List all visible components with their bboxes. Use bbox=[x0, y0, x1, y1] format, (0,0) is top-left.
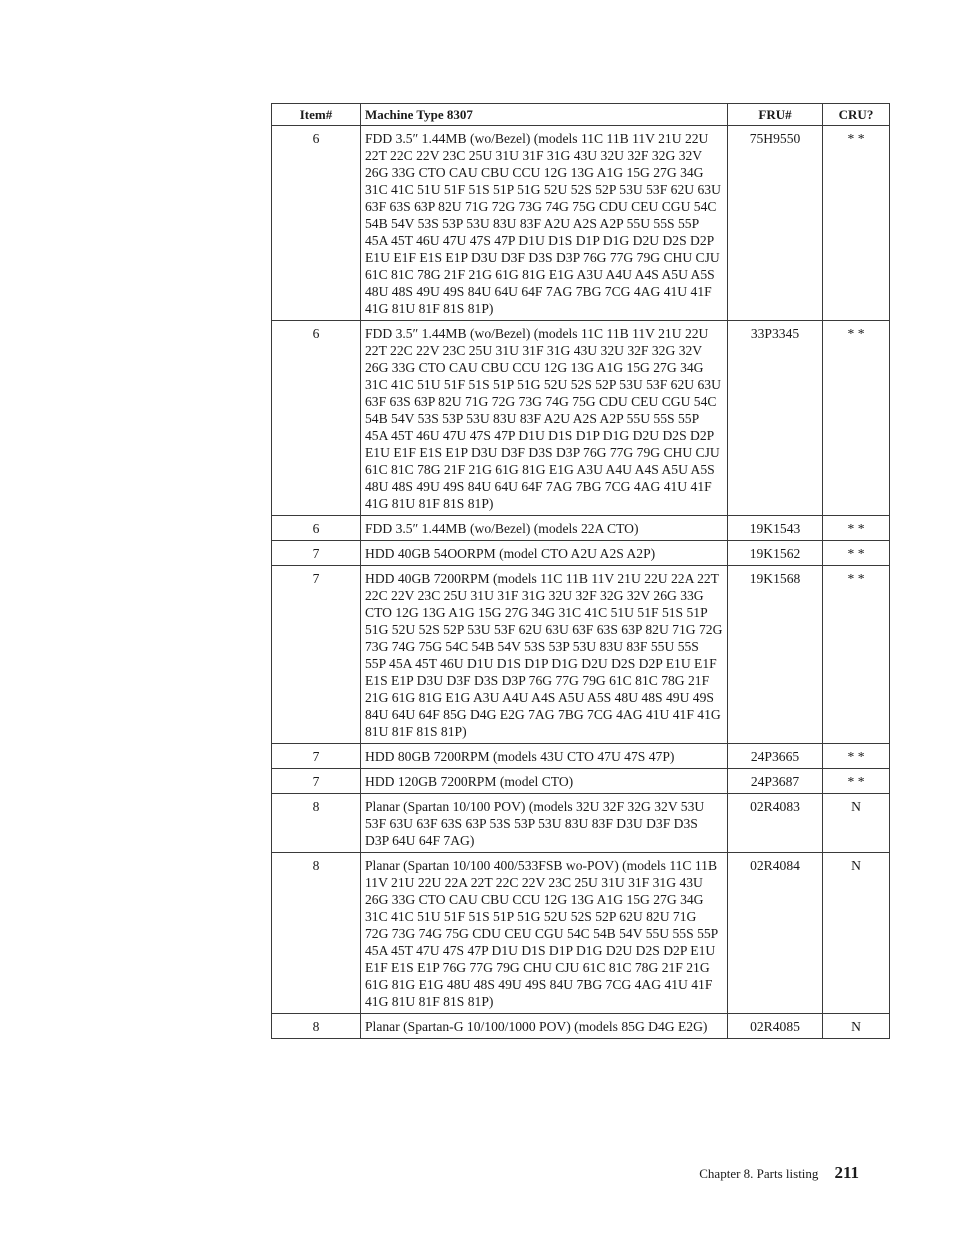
table-row bbox=[272, 744, 890, 769]
cell-description: Planar (Spartan 10/100 400/533FSB wo-POV) (models 11C 11B 11V 21U 22U 22A 22T 22C 22V 23C 25U 31U 31F 31G 43U 26G 33G CTO CAU CBU CCU 12G 13G A1G 15G 27G 34G 31C 41C 51U 51F 51S 51P 51G 52U 52S 52P 62U 82U 71G 72G 73G 74G 75G CDU CEU CGU 54C 54B 54V 55U 55S 55P 45A 45T 47U 47S 47P D1U D1S D1P D1G D2U D2S D2P E1U E1F E1S E1P 76G 77G 79G CHU CJU 61C 81C 78G 21F 21G 61G 81G E1G 48U 48S 49U 49S 84U 7BG 7CG 4AG 41U 41F 41G 81U 81F 81S 81P) bbox=[361, 853, 728, 1014]
cell-cru: * * bbox=[823, 566, 890, 744]
cell-fru: 19K1543 bbox=[728, 516, 823, 541]
cell-cru: * * bbox=[823, 769, 890, 794]
cell-fru: 02R4084 bbox=[728, 853, 823, 1014]
table-row bbox=[272, 769, 890, 794]
cell-fru: 24P3687 bbox=[728, 769, 823, 794]
table-row bbox=[272, 516, 890, 541]
cell-description: FDD 3.5″ 1.44MB (wo/Bezel) (models 11C 11B 11V 21U 22U 22T 22C 22V 23C 25U 31U 31F 31G 43U 32U 32F 32G 32V 26G 33G CTO CAU CBU CCU 12G 13G A1G 15G 27G 34G 31C 41C 51U 51F 51S 51P 51G 52U 52S 52P 53U 53F 62U 63U 63F 63S 63P 82U 71G 72G 73G 74G 75G CDU CEU CGU 54C 54B 54V 53S 53P 53U 83U 83F A2U A2S A2P 55U 55S 55P 45A 45T 46U 47U 47S 47P D1U D1S D1P D1G D2U D2S D2P E1U E1F E1S E1P D3U D3F D3S D3P 76G 77G 79G CHU CJU 61C 81C 78G 21F 21G 61G 81G E1G A3U A4U A4S A5U A5S 48U 48S 49U 49S 84U 64U 64F 7AG 7BG 7CG 4AG 41U 41F 41G 81U 81F 81S 81P) bbox=[361, 126, 728, 321]
cell-item: 8 bbox=[272, 853, 361, 1014]
cell-fru: 19K1562 bbox=[728, 541, 823, 566]
cell-cru: N bbox=[823, 853, 890, 1014]
cell-description: HDD 120GB 7200RPM (model CTO) bbox=[361, 769, 728, 794]
cell-item: 8 bbox=[272, 1014, 361, 1039]
table-row bbox=[272, 853, 890, 1014]
page-footer bbox=[699, 1163, 859, 1183]
parts-table bbox=[271, 103, 890, 1039]
cell-item: 6 bbox=[272, 516, 361, 541]
cell-fru: 02R4085 bbox=[728, 1014, 823, 1039]
header-item: Item# bbox=[272, 104, 361, 126]
cell-description: FDD 3.5″ 1.44MB (wo/Bezel) (models 11C 11B 11V 21U 22U 22T 22C 22V 23C 25U 31U 31F 31G 43U 32U 32F 32G 32V 26G 33G CTO CAU CBU CCU 12G 13G A1G 15G 27G 34G 31C 41C 51U 51F 51S 51P 51G 52U 52S 52P 53U 53F 62U 63U 63F 63S 63P 82U 71G 72G 73G 74G 75G CDU CEU CGU 54C 54B 54V 53S 53P 53U 83U 83F A2U A2S A2P 55U 55S 55P 45A 45T 46U 47U 47S 47P D1U D1S D1P D1G D2U D2S D2P E1U E1F E1S E1P D3U D3F D3S D3P 76G 77G 79G CHU CJU 61C 81C 78G 21F 21G 61G 81G E1G A3U A4U A4S A5U A5S 48U 48S 49U 49S 84U 64U 64F 7AG 7BG 7CG 4AG 41U 41F 41G 81U 81F 81S 81P) bbox=[361, 321, 728, 516]
cell-fru: 19K1568 bbox=[728, 566, 823, 744]
cell-item: 7 bbox=[272, 744, 361, 769]
cell-cru: * * bbox=[823, 541, 890, 566]
cell-cru: * * bbox=[823, 126, 890, 321]
table-row bbox=[272, 794, 890, 853]
cell-fru: 02R4083 bbox=[728, 794, 823, 853]
cell-fru: 75H9550 bbox=[728, 126, 823, 321]
cell-description: HDD 40GB 7200RPM (models 11C 11B 11V 21U 22U 22A 22T 22C 22V 23C 25U 31U 31F 31G 32U 32F 32G 32V 26G 33G CTO 12G 13G A1G 15G 27G 34G 31C 41C 51U 51F 51S 51P 51G 52U 52S 52P 53U 53F 62U 63U 63F 63S 63P 82U 71G 72G 73G 74G 75G 54C 54B 54V 53S 53P 53U 83U 83F 55U 55S 55P 45A 45T 46U D1U D1S D1P D1G D2U D2S D2P E1U E1F E1S E1P D3U D3F D3S D3P 76G 77G 79G 61C 81C 78G 21F 21G 61G 81G E1G A3U A4U A4S A5U A5S 48U 48S 49U 49S 84U 64U 64F 85G D4G E2G 7AG 7BG 7CG 4AG 41U 41F 41G 81U 81F 81S 81P) bbox=[361, 566, 728, 744]
cell-description: HDD 40GB 54OORPM (model CTO A2U A2S A2P) bbox=[361, 541, 728, 566]
table-row bbox=[272, 321, 890, 516]
table-header-row bbox=[272, 104, 890, 126]
cell-cru: * * bbox=[823, 744, 890, 769]
cell-description: Planar (Spartan 10/100 POV) (models 32U 32F 32G 32V 53U 53F 63U 63F 63S 63P 53S 53P 53U 83U 83F D3U D3F D3S D3P 64U 64F 7AG) bbox=[361, 794, 728, 853]
cell-description: Planar (Spartan-G 10/100/1000 POV) (models 85G D4G E2G) bbox=[361, 1014, 728, 1039]
table-row bbox=[272, 541, 890, 566]
table-row bbox=[272, 1014, 890, 1039]
chapter-title: Chapter 8. Parts listing bbox=[699, 1166, 819, 1181]
cell-item: 7 bbox=[272, 541, 361, 566]
cell-item: 6 bbox=[272, 321, 361, 516]
header-fru: FRU# bbox=[728, 104, 823, 126]
cell-cru: N bbox=[823, 794, 890, 853]
cell-item: 7 bbox=[272, 566, 361, 744]
cell-cru: * * bbox=[823, 516, 890, 541]
cell-fru: 33P3345 bbox=[728, 321, 823, 516]
cell-fru: 24P3665 bbox=[728, 744, 823, 769]
cell-item: 7 bbox=[272, 769, 361, 794]
cell-description: HDD 80GB 7200RPM (models 43U CTO 47U 47S 47P) bbox=[361, 744, 728, 769]
table-row bbox=[272, 126, 890, 321]
table-row bbox=[272, 566, 890, 744]
header-cru: CRU? bbox=[823, 104, 890, 126]
cell-description: FDD 3.5″ 1.44MB (wo/Bezel) (models 22A CTO) bbox=[361, 516, 728, 541]
cell-item: 6 bbox=[272, 126, 361, 321]
page-number: 211 bbox=[834, 1163, 859, 1182]
header-machine-type: Machine Type 8307 bbox=[361, 104, 728, 126]
cell-cru: N bbox=[823, 1014, 890, 1039]
cell-cru: * * bbox=[823, 321, 890, 516]
cell-item: 8 bbox=[272, 794, 361, 853]
